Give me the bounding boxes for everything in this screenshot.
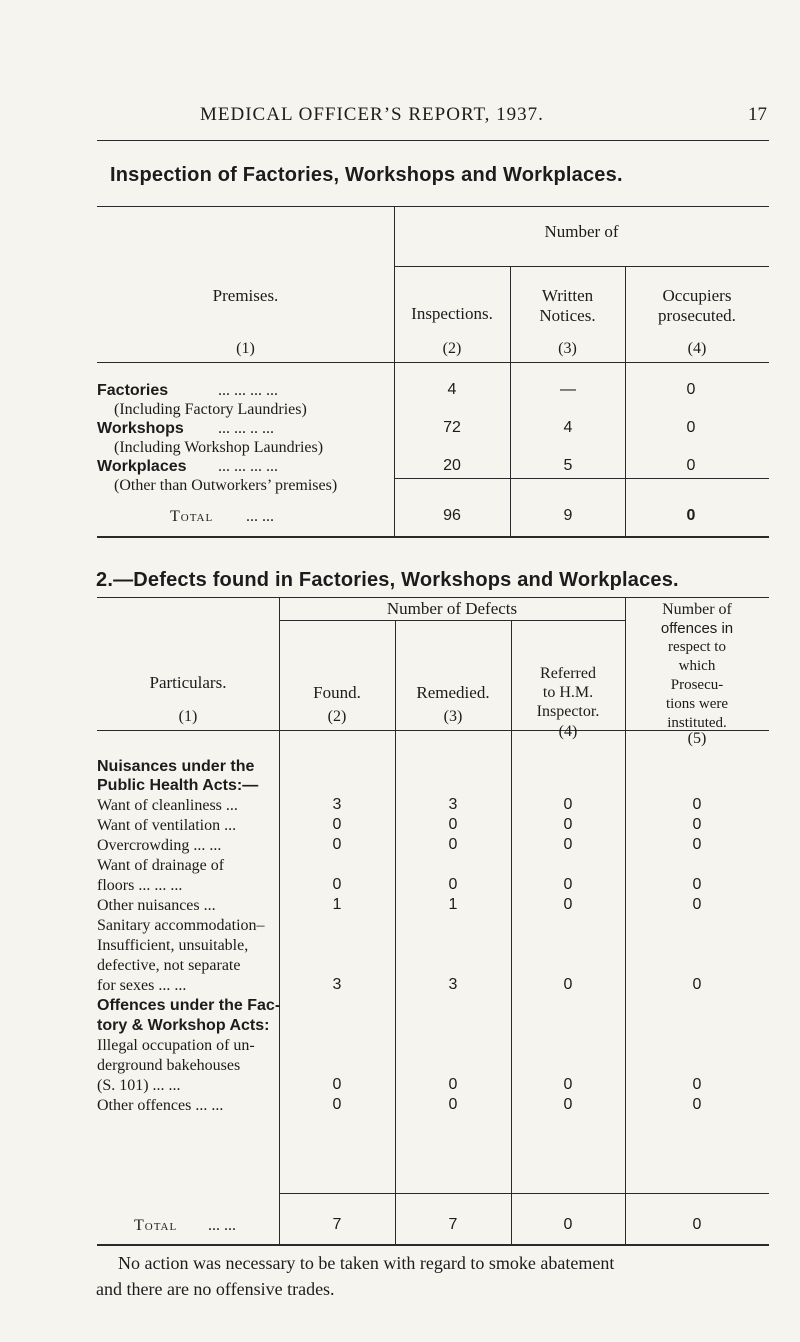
table2-cell-prosecutions: 0 (692, 836, 702, 853)
table2-row-label: for sexes ... ... (97, 977, 187, 994)
table1-cell-prosecuted: 0 (686, 419, 696, 436)
table1-total-inspections: 96 (443, 507, 461, 524)
header-rule (97, 140, 769, 141)
table1-total-label: Total (170, 508, 214, 525)
table1-cell-prosecuted: 0 (686, 457, 696, 474)
table1-title: Inspection of Factories, Workshops and Workplaces. (110, 164, 623, 186)
table1-total-notices: 9 (563, 507, 573, 524)
table2-col5-label-3: respect to (668, 639, 726, 655)
table2-col4-label-3: Inspector. (536, 703, 600, 720)
table2-section-heading: tory & Workshop Acts: (97, 1017, 270, 1034)
table2-row-label: Want of cleanliness ... (97, 797, 238, 814)
table2-col5-label-1: Number of (662, 601, 732, 618)
table2-cell-referred: 0 (563, 836, 573, 853)
table2-col4-num: (4) (558, 723, 578, 740)
table1-total-prosecuted: 0 (686, 507, 696, 524)
table1-row-sublabel: (Including Workshop Laundries) (114, 439, 324, 456)
table1-col2-label: Inspections. (411, 304, 493, 323)
table2-cell-found: 0 (332, 1096, 342, 1113)
table2-col5-label-7: instituted. (667, 715, 727, 731)
table1-col3-label-2: Notices. (539, 306, 596, 325)
table2-cell-found: 3 (332, 796, 342, 813)
table2-row-label: derground bakehouses (97, 1057, 241, 1074)
table2-cell-found: 0 (332, 876, 342, 893)
table2-group-header: Number of Defects (386, 599, 518, 618)
table2-title: 2.—Defects found in Factories, Workshops and Workplaces. (96, 569, 679, 591)
table1-top-rule (97, 206, 769, 207)
table2-col2-label: Found. (313, 683, 361, 702)
closing-line-2: and there are no offensive trades. (96, 1279, 335, 1299)
table1-row-dots: ... ... ... ... (218, 458, 278, 475)
table2-col1-label: Particulars. (149, 673, 227, 692)
table2-cell-referred: 0 (563, 1076, 573, 1093)
table2-group-rule (279, 620, 625, 621)
table2-cell-found: 3 (332, 976, 342, 993)
table1-col1-num: (1) (236, 340, 255, 357)
table1-cell-notices: — (560, 381, 576, 398)
table1-bottom-rule (97, 536, 769, 538)
table2-row-label: Want of drainage of (97, 857, 225, 874)
table1-cell-prosecuted: 0 (686, 381, 696, 398)
table2-total-label: Total (134, 1217, 178, 1234)
table2-cell-referred: 0 (563, 896, 573, 913)
table2-row-label: floors ... ... ... (97, 877, 183, 894)
closing-line-1: No action was necessary to be taken with regard to smoke abatement (118, 1253, 615, 1273)
table2-col5-num: (5) (687, 730, 707, 747)
table2-cell-prosecutions: 0 (692, 876, 702, 893)
table2-cell-prosecutions: 0 (692, 896, 702, 913)
table2-bottom-rule (97, 1244, 769, 1246)
table2-cell-remedied: 0 (448, 816, 458, 833)
table2-section-heading: Public Health Acts:— (97, 777, 259, 794)
table1-row-dots: ... ... ... ... (218, 382, 278, 399)
closing-paragraph (96, 1250, 716, 1302)
table2-cell-referred: 0 (563, 876, 573, 893)
table2-col3-label: Remedied. (416, 683, 490, 702)
table1-cell-inspections: 72 (443, 419, 461, 436)
table1-row-dots: ... ... .. ... (218, 420, 274, 437)
table2-cell-referred: 0 (563, 796, 573, 813)
table2-cell-remedied: 3 (448, 796, 458, 813)
table2-row-label: Other nuisances ... (97, 897, 216, 914)
table2-col4-label-2: to H.M. (542, 684, 594, 701)
table1-group-rule (394, 266, 769, 267)
table2-cell-found: 0 (332, 1076, 342, 1093)
table2-row-label: Insufficient, unsuitable, (97, 937, 249, 954)
table1-col1-label: Premises. (212, 286, 279, 305)
table2-cell-found: 0 (332, 816, 342, 833)
table1-col3-label-1: Written (541, 286, 594, 305)
table2-cell-remedied: 0 (448, 836, 458, 853)
table2-section-heading: Offences under the Fac- (97, 997, 281, 1014)
table2-cell-found: 1 (332, 896, 342, 913)
table1-row-sublabel: (Including Factory Laundries) (114, 401, 307, 418)
table1-row-label: Factories (97, 382, 169, 399)
table2-col5-label-5: Prosecu- (670, 677, 724, 693)
table2-total-remedied: 7 (448, 1216, 458, 1233)
table2-col5-label-6: tions were (665, 696, 729, 712)
table1-col4-label-2: prosecuted. (658, 306, 736, 325)
table2-col3-num: (3) (443, 708, 463, 725)
table2-cell-found: 0 (332, 836, 342, 853)
table2-section-heading: Nuisances under the (97, 758, 255, 775)
table2-cell-remedied: 1 (448, 896, 458, 913)
table2-cell-prosecutions: 0 (692, 816, 702, 833)
table2-cell-remedied: 0 (448, 876, 458, 893)
table1-col2-num: (2) (442, 340, 462, 357)
table2-total-found: 7 (332, 1216, 342, 1233)
table1-total-dots: ... ... (246, 508, 274, 525)
table2-cell-prosecutions: 0 (692, 1076, 702, 1093)
table1-row-sublabel: (Other than Outworkers’ premises) (114, 477, 338, 494)
table2-top-rule (97, 597, 769, 598)
table2-col4-label-1: Referred (540, 665, 596, 682)
table1-cell-inspections: 20 (443, 457, 461, 474)
table1-col4-label-1: Occupiers (662, 286, 732, 305)
table2-col2-num: (2) (327, 708, 347, 725)
table1-col4-num: (4) (687, 340, 707, 357)
table2-cell-referred: 0 (563, 976, 573, 993)
table2-total-referred: 0 (563, 1216, 573, 1233)
table1-cell-notices: 4 (563, 419, 573, 436)
table2-cell-remedied: 3 (448, 976, 458, 993)
table2-row-label: Illegal occupation of un- (97, 1037, 255, 1054)
table2-cell-remedied: 0 (448, 1076, 458, 1093)
table2-cell-referred: 0 (563, 816, 573, 833)
table2-row-label: Overcrowding ... ... (97, 837, 222, 854)
table2-cell-prosecutions: 0 (692, 796, 702, 813)
running-title: MEDICAL OFFICER’S REPORT, 1937. (200, 104, 544, 125)
table2-total-rule (279, 1193, 769, 1194)
table2-col5-label-4: which (678, 658, 716, 674)
table1-header-rule (97, 362, 769, 363)
table2-cell-remedied: 0 (448, 1096, 458, 1113)
table2-row-label: Other offences ... ... (97, 1097, 224, 1114)
table2-col1-num: (1) (178, 708, 198, 725)
page-number: 17 (748, 104, 767, 125)
table2-cell-prosecutions: 0 (692, 1096, 702, 1113)
table2-total-prosecutions: 0 (692, 1216, 702, 1233)
table2-cell-referred: 0 (563, 1096, 573, 1113)
table2-row-label: (S. 101) ... ... (97, 1077, 181, 1094)
table1-col-divider-1 (394, 206, 395, 536)
table1-row-label: Workshops (97, 420, 184, 437)
table1-group-header: Number of (544, 222, 619, 241)
table2-total-dots: ... ... (208, 1217, 236, 1234)
table1-col3-num: (3) (558, 340, 577, 357)
table2-row-label: Sanitary accommodation– (97, 917, 265, 934)
table1-row-label: Workplaces (97, 458, 187, 475)
table1-total-rule (394, 478, 769, 479)
table2-cell-prosecutions: 0 (692, 976, 702, 993)
table2-col5-label-2: offences in (660, 620, 734, 637)
table2-row-label: defective, not separate (97, 957, 241, 974)
table1-cell-notices: 5 (563, 457, 573, 474)
table2-row-label: Want of ventilation ... (97, 817, 237, 834)
table1-cell-inspections: 4 (447, 381, 457, 398)
